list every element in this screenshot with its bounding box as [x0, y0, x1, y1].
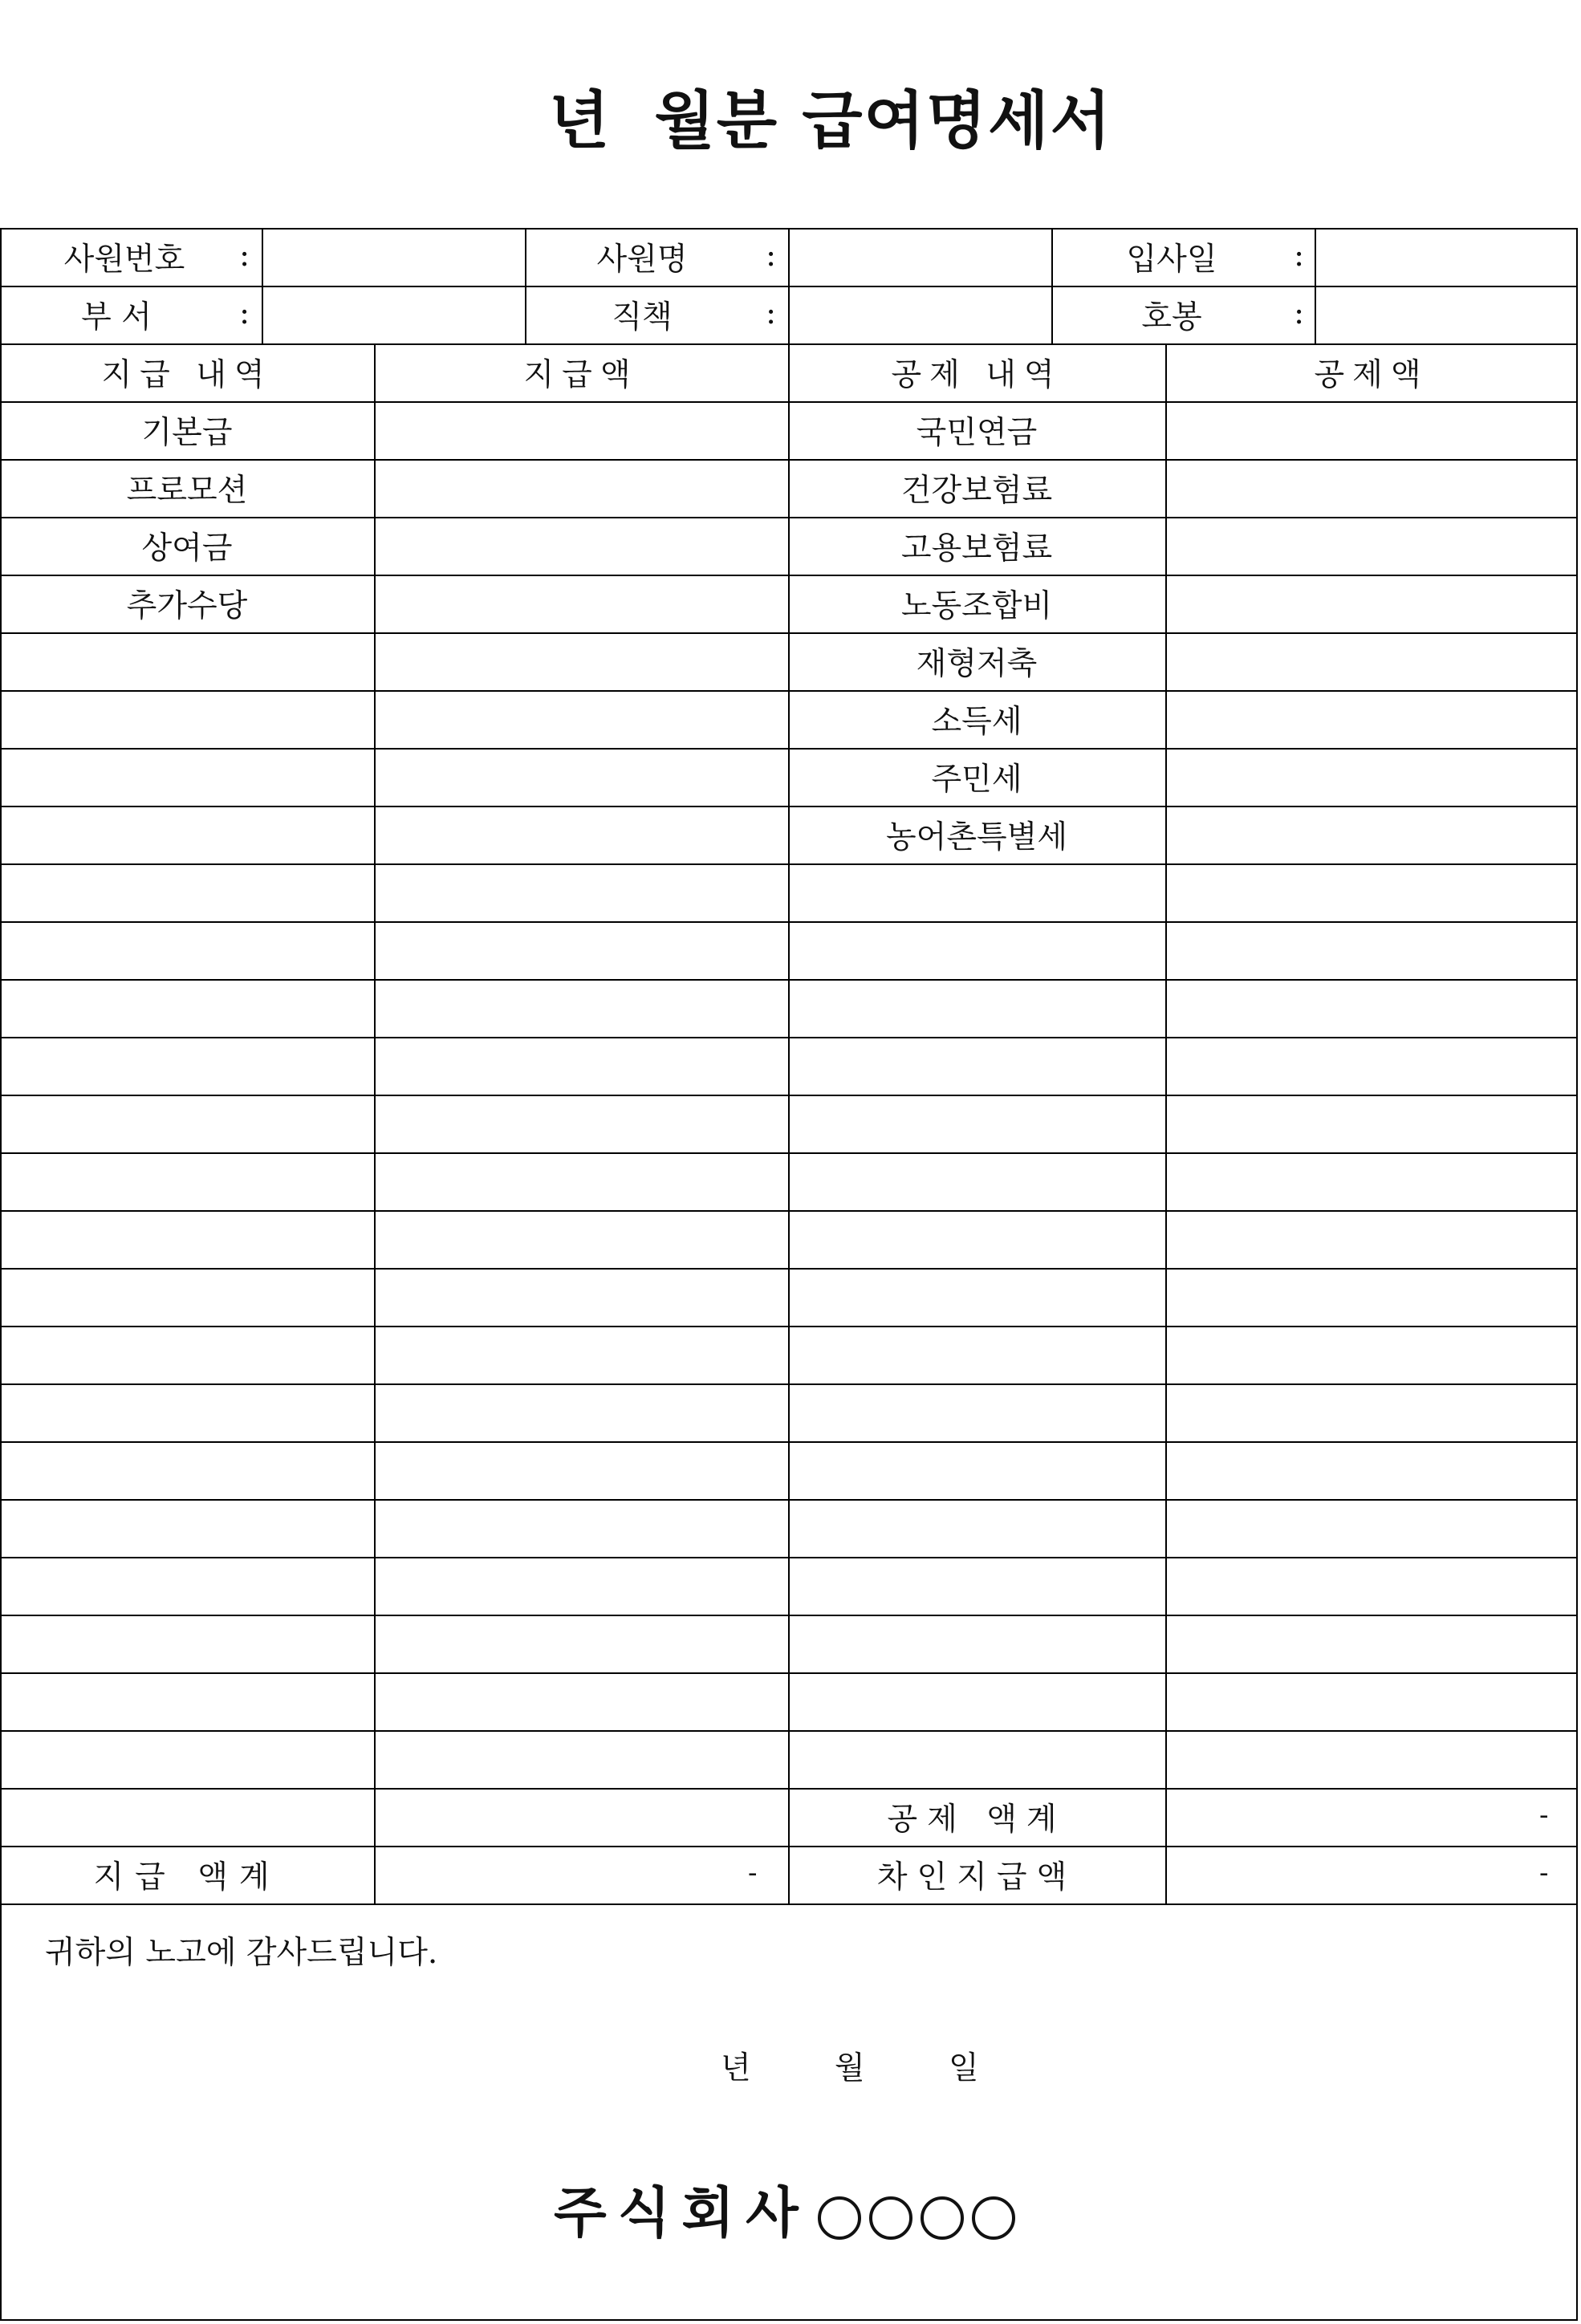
placeholder-circle-icon — [921, 2196, 964, 2240]
deduct-item: 재형저축 — [916, 646, 1038, 682]
employee-no-label: 사원번호 — [63, 242, 185, 278]
pay-total-label: 지급 액계 — [93, 1859, 281, 1895]
net-pay-value: - — [1539, 1857, 1549, 1889]
deduct-item: 농어촌특별세 — [885, 819, 1068, 855]
grade-field[interactable] — [1318, 286, 1575, 343]
page-title — [0, 71, 1581, 159]
company-name: 주식회사 — [554, 2181, 810, 2245]
colon: : — [239, 238, 250, 274]
pay-item: 상여금 — [141, 530, 233, 567]
grade-label: 호봉 — [1141, 299, 1202, 335]
company-signature — [554, 2170, 1015, 2248]
thanks-message: 귀하의 노고에 감사드립니다. — [45, 1935, 438, 1971]
colon: : — [766, 295, 777, 331]
department-field[interactable] — [263, 286, 488, 343]
department-label: 부 서 — [81, 299, 152, 335]
deduct-item: 국민연금 — [916, 415, 1038, 451]
pay-total-value: - — [748, 1857, 758, 1889]
placeholder-circle-icon — [972, 2196, 1015, 2240]
employee-name-field[interactable] — [790, 228, 1051, 286]
colon: : — [239, 295, 250, 331]
employee-no-field[interactable] — [263, 228, 488, 286]
employee-name-label: 사원명 — [596, 242, 688, 278]
pay-item: 추가수당 — [126, 588, 248, 624]
payslip-form — [0, 228, 1578, 2321]
hire-date-field[interactable] — [1318, 228, 1575, 286]
grid-line — [1315, 228, 1316, 343]
grid-line — [525, 228, 526, 343]
title-year: 년 — [549, 84, 612, 157]
grid-line — [374, 343, 376, 1903]
placeholder-circle-icon — [869, 2196, 912, 2240]
colon: : — [1294, 295, 1305, 331]
hire-date-label: 입사일 — [1126, 242, 1217, 278]
deduct-item: 소득세 — [931, 704, 1022, 740]
placeholder-circle-icon — [818, 2196, 861, 2240]
grid-line — [0, 1903, 1578, 1905]
position-field[interactable] — [790, 286, 1051, 343]
deduct-item: 주민세 — [931, 762, 1022, 798]
grid-line — [1051, 228, 1053, 343]
position-label: 직책 — [612, 299, 673, 335]
pay-item: 기본급 — [141, 415, 233, 451]
col-header-deduct-amount: 공제액 — [1314, 357, 1429, 393]
pay-item: 프로모션 — [126, 473, 248, 509]
deduct-item: 건강보험료 — [900, 473, 1053, 509]
title-main: 월분 급여명세서 — [654, 84, 1112, 157]
deduct-item: 노동조합비 — [900, 588, 1053, 624]
col-header-pay-amount: 지급액 — [523, 357, 639, 393]
deduct-total-value: - — [1539, 1799, 1549, 1831]
date-day-label: 일 — [949, 2050, 979, 2086]
deduct-total-label: 공제 액계 — [887, 1802, 1067, 1838]
deduct-item: 고용보험료 — [900, 530, 1053, 567]
grid-line — [1165, 343, 1167, 1903]
colon: : — [766, 238, 777, 274]
net-pay-label: 차인지급액 — [876, 1859, 1077, 1895]
date-month-label: 월 — [835, 2050, 865, 2086]
col-header-pay-items: 지급 내역 — [101, 357, 273, 393]
date-year-label: 년 — [721, 2050, 751, 2086]
col-header-deduct-items: 공제 내역 — [891, 357, 1063, 393]
colon: : — [1294, 238, 1305, 274]
